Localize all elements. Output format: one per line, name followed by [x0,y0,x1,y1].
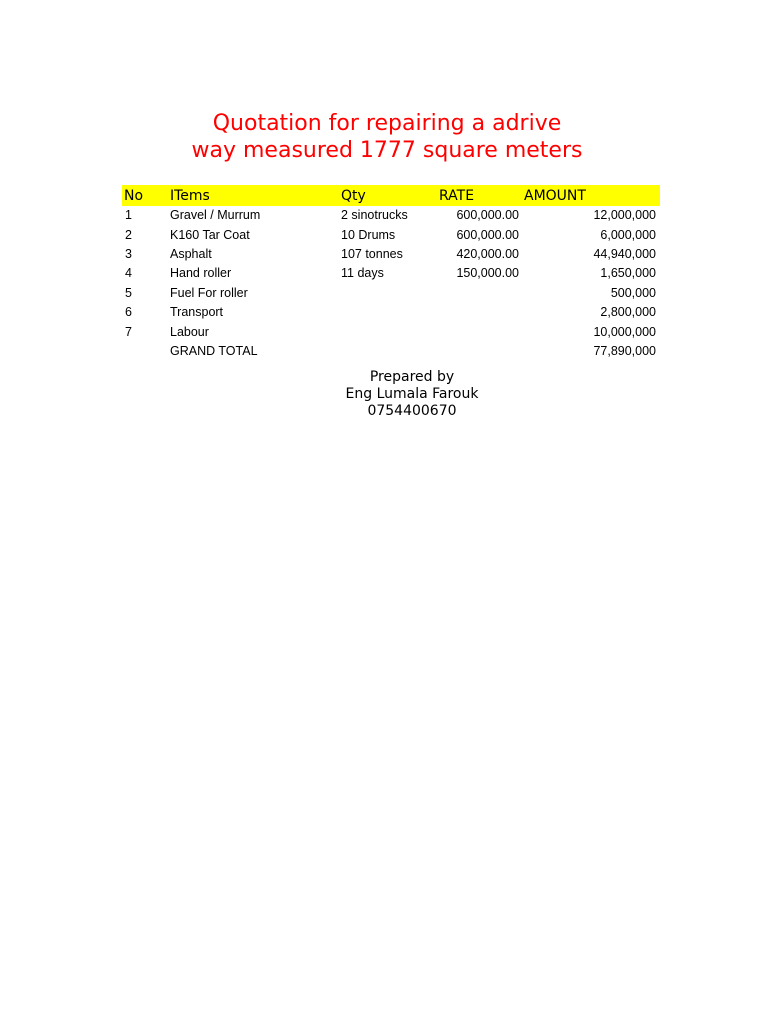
grand-total-amount: 77,890,000 [593,344,656,358]
row-number: 6 [125,305,132,319]
prepared-by-label: Prepared by [369,369,455,385]
row-item: Gravel / Murrum [170,208,261,222]
table-row [0,206,768,225]
row-amount: 1,650,000 [600,266,656,280]
table-row [0,303,768,322]
row-number: 7 [125,325,132,339]
table-row [0,284,768,303]
column-header-items: ITems [170,188,210,204]
row-qty: 10 Drums [341,228,396,242]
preparer-phone: 0754400670 [367,403,457,419]
column-header-no: No [124,188,144,204]
row-number: 3 [125,247,132,261]
row-number: 2 [125,228,132,242]
row-amount: 500,000 [610,286,656,300]
row-number: 4 [125,266,132,280]
column-header-amount: AMOUNT [524,188,586,204]
table-row [0,226,768,245]
row-qty: 107 tonnes [341,247,403,261]
row-amount: 44,940,000 [593,247,656,261]
row-item: Fuel For roller [170,286,248,300]
table-row [0,323,768,342]
row-rate: 600,000.00 [456,208,519,222]
document-title-line-1: Quotation for repairing a adrive [212,111,562,136]
row-qty: 2 sinotrucks [341,208,408,222]
row-rate: 150,000.00 [456,266,519,280]
row-amount: 2,800,000 [600,305,656,319]
row-number: 5 [125,286,132,300]
column-header-rate: RATE [439,188,475,204]
row-item: Asphalt [170,247,212,261]
row-amount: 6,000,000 [600,228,656,242]
row-item: Hand roller [170,266,232,280]
row-amount: 10,000,000 [593,325,656,339]
row-rate: 600,000.00 [456,228,519,242]
table-row [0,245,768,264]
row-amount: 12,000,000 [593,208,656,222]
grand-total-label: GRAND TOTAL [170,344,258,358]
column-header-qty: Qty [341,188,366,204]
document-title-line-2: way measured 1777 square meters [191,138,583,163]
row-rate: 420,000.00 [456,247,519,261]
row-item: Labour [170,325,209,339]
row-qty: 11 days [341,266,384,280]
row-item: Transport [170,305,224,319]
row-item: K160 Tar Coat [170,228,250,242]
preparer-name: Eng Lumala Farouk [345,386,479,402]
table-row [0,264,768,283]
grand-total-row [0,342,768,361]
row-number: 1 [125,208,132,222]
